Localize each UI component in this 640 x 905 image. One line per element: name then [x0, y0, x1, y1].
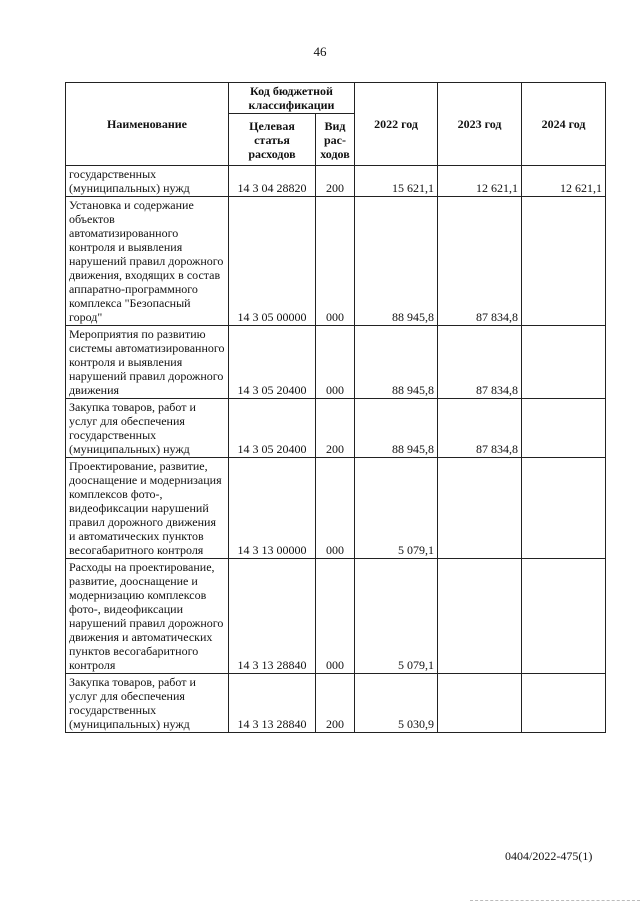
row-2024: [522, 197, 606, 326]
row-2022: 5 079,1: [355, 559, 438, 674]
row-2024: [522, 326, 606, 399]
row-2024: [522, 559, 606, 674]
row-target-article: 14 3 05 20400: [229, 399, 316, 458]
row-expense-kind: 200: [316, 166, 355, 197]
table-row: [66, 559, 606, 674]
row-2023: [438, 674, 522, 733]
row-name: Закупка товаров, работ и услуг для обеспечения государственных (муниципальных) нужд: [66, 674, 229, 733]
row-expense-kind: 000: [316, 458, 355, 559]
row-2022: 15 621,1: [355, 166, 438, 197]
row-2023: [438, 559, 522, 674]
row-2022: 88 945,8: [355, 399, 438, 458]
budget-table: [65, 82, 606, 733]
table-row: [66, 458, 606, 559]
row-2023: 87 834,8: [438, 197, 522, 326]
row-2023: [438, 458, 522, 559]
table-row: [66, 399, 606, 458]
document-code: 0404/2022-475(1): [505, 849, 593, 863]
row-target-article: 14 3 13 28840: [229, 559, 316, 674]
header-2023: 2023 год: [438, 83, 522, 166]
row-target-article: 14 3 04 28820: [229, 166, 316, 197]
row-target-article: 14 3 05 00000: [229, 197, 316, 326]
row-name: Расходы на проектирование, развитие, дооснащение и модернизацию комплексов фото-, видеофиксации нарушений правил дорожного движения и автоматических пунктов весогабаритного контроля: [66, 559, 229, 674]
row-2024: [522, 458, 606, 559]
row-2022: 88 945,8: [355, 197, 438, 326]
row-2022: 5 030,9: [355, 674, 438, 733]
row-expense-kind: 000: [316, 197, 355, 326]
row-expense-kind: 200: [316, 674, 355, 733]
header-code-group: Код бюджетной классификации: [229, 83, 355, 114]
row-name: Мероприятия по развитию системы автоматизированного контроля и выявления нарушений правил дорожного движения: [66, 326, 229, 399]
row-2024: [522, 399, 606, 458]
row-target-article: 14 3 05 20400: [229, 326, 316, 399]
header-target-article: Целевая статья расходов: [229, 114, 316, 166]
header-2024: 2024 год: [522, 83, 606, 166]
row-name: Установка и содержание объектов автоматизированного контроля и выявления нарушений правил дорожного движения, входящих в состав аппаратно-программного комплекса "Безопасный город": [66, 197, 229, 326]
row-name: Закупка товаров, работ и услуг для обеспечения государственных (муниципальных) нужд: [66, 399, 229, 458]
table-row: [66, 674, 606, 733]
table-row: [66, 166, 606, 197]
row-2023: 87 834,8: [438, 326, 522, 399]
row-2022: 88 945,8: [355, 326, 438, 399]
row-target-article: 14 3 13 28840: [229, 674, 316, 733]
row-2024: [522, 674, 606, 733]
row-expense-kind: 200: [316, 399, 355, 458]
row-2023: 87 834,8: [438, 399, 522, 458]
row-name: государственных (муниципальных) нужд: [66, 166, 229, 197]
header-name: Наименование: [66, 83, 229, 166]
header-expense-kind: Вид рас- ходов: [316, 114, 355, 166]
row-expense-kind: 000: [316, 326, 355, 399]
page-number: 46: [313, 44, 327, 59]
row-2023: 12 621,1: [438, 166, 522, 197]
row-2022: 5 079,1: [355, 458, 438, 559]
table-row: [66, 197, 606, 326]
row-2024: 12 621,1: [522, 166, 606, 197]
row-target-article: 14 3 13 00000: [229, 458, 316, 559]
scan-artifact-line: [470, 900, 640, 902]
table-row: [66, 326, 606, 399]
row-name: Проектирование, развитие, дооснащение и модернизация комплексов фото-, видеофиксации нарушений правил дорожного движения и автоматических пунктов весогабаритного контроля: [66, 458, 229, 559]
row-expense-kind: 000: [316, 559, 355, 674]
header-2022: 2022 год: [355, 83, 438, 166]
